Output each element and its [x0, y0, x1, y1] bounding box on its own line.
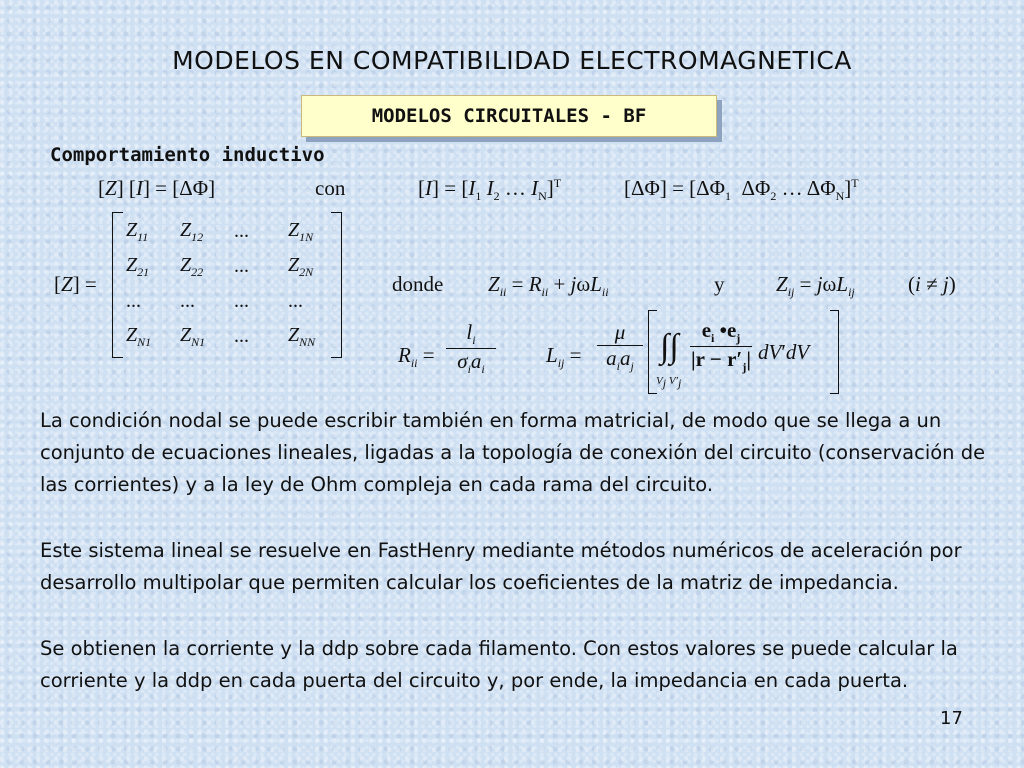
matrix-cell: $Z_{N1}$ [126, 323, 152, 349]
rii-fraction: $l_i$ $\sigma_ia_i$ [446, 320, 496, 377]
matrix-cell: $Z_{11}$ [126, 218, 149, 244]
matrix-left-bracket [112, 212, 123, 358]
volume-element: dV′dV [758, 340, 810, 364]
matrix-cell: $Z_{12}$ [180, 218, 204, 244]
matrix-cell: $Z_{22}$ [180, 253, 204, 279]
equation-flux-vector: $[\Delta\Phi] = [\Delta\Phi_1$ $\Delta\Phi_2$ … $\Delta\Phi_N]^T$ [624, 176, 859, 204]
paragraph-fasthenry: Este sistema lineal se resuelve en FastHenry mediante métodos numéricos de aceleración por desarrollo multipolar que permiten calcular los coeficientes de la matriz de impedancia. [40, 539, 962, 594]
matrix-cell: $Z_{N1}$ [180, 323, 206, 349]
lij-fraction: μ $a_ia_j$ [597, 320, 643, 374]
double-integral: ∫∫ [660, 328, 679, 365]
matrix-cell: ... [288, 290, 303, 312]
matrix-cell: ... [234, 255, 249, 277]
equation-current-vector: $[I] = [I_1$ $I_2$ … $I_N]^T$ [418, 176, 562, 204]
word-con: con [315, 176, 346, 200]
equation-main-relation: [Z] [I] = [ΔΦ] [98, 176, 216, 200]
matrix-cell: $Z_{2N}$ [288, 253, 314, 279]
word-donde: donde [392, 272, 444, 296]
matrix-cell: ... [234, 325, 249, 347]
paragraph-condicion-nodal: La condición nodal se puede escribir también en forma matricial, de modo que se llega a un conjunto de ecuaciones lineales, ligadas a la topología de conexión del circuito (conservación de las corrientes) y a la ley de Ohm compleja en cada rama del circuito. [40, 409, 986, 496]
section-heading: Comportamiento inductivo [50, 144, 325, 166]
matrix-cell: $Z_{NN}$ [288, 323, 316, 349]
integral-limits: $V_j$ $V'_j$ [656, 375, 682, 391]
matrix-grid [126, 214, 342, 354]
rii-label: $R_{ii}$ = [398, 343, 435, 371]
z-matrix-label: [Z] = [54, 272, 97, 296]
matrix-cell: ... [126, 290, 141, 312]
subtitle-box [301, 95, 717, 137]
matrix-cell: $Z_{21}$ [126, 253, 150, 279]
impedance-matrix [112, 208, 342, 356]
matrix-cell: ... [180, 290, 195, 312]
right-bracket [830, 310, 839, 394]
paragraph-corriente-ddp: Se obtienen la corriente y la ddp sobre cada filamento. Con estos valores se puede calcular la corriente y la ddp en cada puerta del circuito y, por ende, la impedancia en cada puerta. [40, 637, 958, 692]
word-y: y [714, 272, 725, 296]
matrix-cell: ... [234, 290, 249, 312]
equation-zij: $Z_{ij} = j\omega L_{ij}$ [776, 272, 855, 300]
matrix-cell: ... [234, 220, 249, 242]
page-number: 17 [940, 708, 963, 729]
slide-title: MODELOS EN COMPATIBILIDAD ELECTROMAGNETICA [172, 46, 852, 75]
condition-i-neq-j: (i ≠ j) [908, 272, 956, 296]
lij-label: $L_{ij}$ = [546, 343, 582, 371]
matrix-cell: $Z_{1N}$ [288, 218, 314, 244]
kernel-fraction: $e_i$ $•e_j$ $|r - r'_j|$ [691, 318, 751, 375]
equation-zii: $Z_{ii} = R_{ii} + j\omega L_{ii}$ [488, 272, 609, 300]
slide-subtitle: MODELOS CIRCUITALES - BF [371, 105, 647, 127]
